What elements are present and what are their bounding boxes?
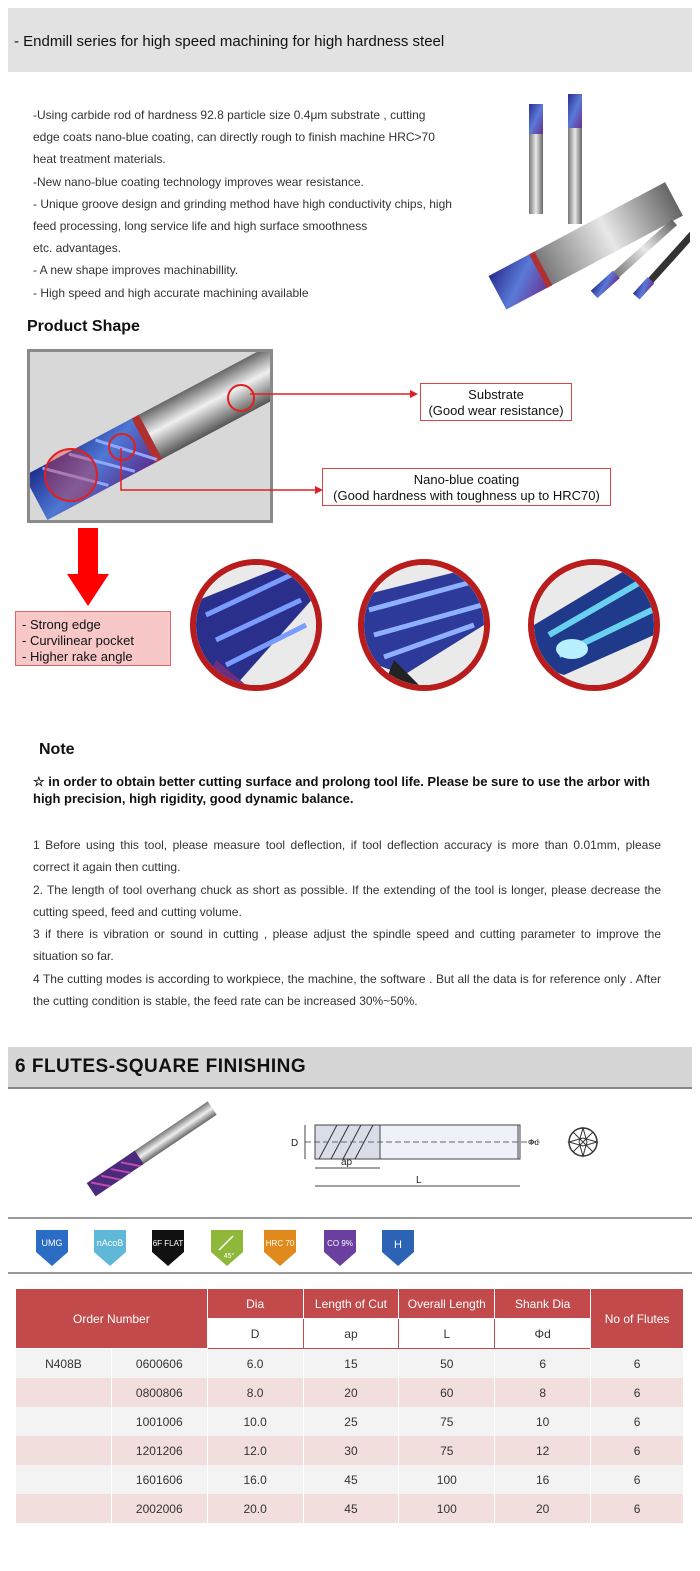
section-title: 6 FLUTES-SQUARE FINISHING (15, 1056, 307, 1077)
badge-label: HRC 70 (265, 1239, 295, 1248)
badge-label: CO 9% (327, 1239, 353, 1248)
cell-series (16, 1494, 112, 1523)
callout-substrate-title: Substrate (468, 387, 524, 402)
cell-flutes: 6 (591, 1436, 684, 1465)
feature-item: - Higher rake angle (22, 649, 133, 664)
intro-line: -Using carbide rod of hardness 92.8 particle size 0.4μm substrate , cutting (33, 108, 426, 122)
cell-loc: 15 (303, 1349, 399, 1379)
intro-line: heat treatment materials. (33, 152, 166, 167)
intro-line: etc. advantages. (33, 241, 122, 256)
umg-badge-icon (34, 1228, 70, 1266)
cell-dia: 20.0 (207, 1494, 303, 1523)
cell-oal: 100 (399, 1465, 495, 1494)
callout-substrate-desc: (Good wear resistance) (428, 403, 564, 418)
cell-flutes: 6 (591, 1378, 684, 1407)
note-item: 2. The length of tool overhang chuck as short as possible. If the extending of the tool is longer, please decrease the cutting speed, feed and cutting volume. (33, 882, 661, 919)
h-tolerance-badge-icon (380, 1228, 416, 1266)
intro-line: -New nano-blue coating technology improves wear resistance. (33, 174, 364, 189)
cell-shank: 20 (495, 1494, 591, 1523)
note-item: 1 Before using this tool, please measure tool deflection, if tool deflection accuracy is more than 0.01mm, please correct it again then cutting. (33, 838, 661, 875)
nacob-badge-icon (92, 1228, 128, 1266)
cell-code: 1601606 (111, 1465, 207, 1494)
zoom-rake-image (528, 559, 660, 691)
features-box (15, 611, 171, 666)
badge-label: UMG (41, 1238, 63, 1248)
cell-shank: 6 (495, 1349, 591, 1379)
cell-code: 1001006 (111, 1407, 207, 1436)
cell-oal: 100 (399, 1494, 495, 1523)
cross-section-icon (565, 1124, 601, 1160)
table-row (16, 1378, 684, 1407)
cell-code: 0800806 (111, 1378, 207, 1407)
cell-series: N408B (16, 1349, 112, 1379)
helix-badge-icon (209, 1228, 245, 1266)
badge-label: 45° (223, 1253, 235, 1260)
cell-code: 1201206 (111, 1436, 207, 1465)
callout-coating (322, 468, 611, 506)
cell-flutes: 6 (591, 1407, 684, 1436)
intro-line: - A new shape improves machinabillity. (33, 263, 239, 278)
table-row (16, 1465, 684, 1494)
cell-oal: 50 (399, 1349, 495, 1379)
product-shape-title: Product Shape (27, 318, 140, 335)
cell-flutes: 6 (591, 1465, 684, 1494)
cell-shank: 16 (495, 1465, 591, 1494)
cell-oal: 75 (399, 1407, 495, 1436)
table-row (16, 1494, 684, 1523)
subheader-shank: Φd (495, 1319, 591, 1349)
intro-line: - Unique groove design and grinding method have high conductivity chips, high (33, 196, 452, 211)
cell-flutes: 6 (591, 1494, 684, 1523)
note-list (33, 834, 661, 1012)
zoom-pocket-image (358, 559, 490, 691)
cell-flutes: 6 (591, 1349, 684, 1379)
dim-label-ap: ap (341, 1157, 353, 1168)
note-item: 3 if there is vibration or sound in cutting , please adjust the spindle speed and cutting parameter to improve the situation so far. (33, 927, 661, 964)
divider (8, 1217, 692, 1219)
cell-code: 2002006 (111, 1494, 207, 1523)
header-overall-length: Overall Length (399, 1289, 495, 1319)
badge-label: H (394, 1239, 402, 1251)
cell-loc: 45 (303, 1494, 399, 1523)
cell-oal: 75 (399, 1436, 495, 1465)
cell-series (16, 1407, 112, 1436)
cell-loc: 20 (303, 1378, 399, 1407)
intro-line: feed processing, long service life and high surface smoothness (33, 219, 368, 234)
callout-coating-title: Nano-blue coating (413, 472, 520, 487)
spec-table (15, 1288, 684, 1523)
endmill-product-photo (475, 92, 690, 317)
divider (8, 1272, 692, 1274)
header-no-of-flutes: No of Flutes (591, 1289, 684, 1349)
badge-label: nAcoB (96, 1238, 124, 1248)
cell-series (16, 1465, 112, 1494)
dim-label-l: L (416, 1175, 422, 1186)
cell-dia: 10.0 (207, 1407, 303, 1436)
subheader-loc: ap (303, 1319, 399, 1349)
zoom-edge-image (190, 559, 322, 691)
intro-line: - High speed and high accurate machining available (33, 285, 309, 300)
table-row (16, 1436, 684, 1465)
dim-label-shank: Φd (528, 1138, 539, 1147)
badge-label: 6F FLAT (152, 1239, 184, 1248)
callout-connectors (60, 380, 420, 530)
header-shank-dia: Shank Dia (495, 1289, 591, 1319)
hrc-badge-icon (262, 1228, 298, 1266)
cell-shank: 12 (495, 1436, 591, 1465)
cell-shank: 10 (495, 1407, 591, 1436)
header-order-number: Order Number (16, 1289, 208, 1349)
cell-dia: 16.0 (207, 1465, 303, 1494)
cobalt-badge-icon (322, 1228, 358, 1266)
cell-dia: 8.0 (207, 1378, 303, 1407)
intro-line: edge coats nano-blue coating, can directly rough to finish machine HRC>70 (33, 130, 435, 145)
note-star-text: ☆ in order to obtain better cutting surface and prolong tool life. Please be sure to use the arbor with high precision, high rigidity, good dynamic balance. (33, 774, 650, 806)
table-row (16, 1407, 684, 1436)
intro-text (33, 104, 473, 304)
flat-badge-icon (150, 1228, 186, 1266)
cell-loc: 45 (303, 1465, 399, 1494)
dim-label-d: D (291, 1138, 299, 1149)
cell-series (16, 1378, 112, 1407)
callout-substrate (420, 383, 572, 421)
cell-loc: 25 (303, 1407, 399, 1436)
page-title: - Endmill series for high speed machining for high hardness steel (14, 33, 445, 50)
cell-code: 0600606 (111, 1349, 207, 1379)
note-item: 4 The cutting modes is according to workpiece, the machine, the software . But all the data is for reference only . After the cutting condition is stable, the feed rate can be increased 30%~50%. (33, 971, 661, 1009)
cell-oal: 60 (399, 1378, 495, 1407)
feature-item: - Strong edge (22, 617, 101, 632)
subheader-oal: L (399, 1319, 495, 1349)
badge-row (34, 1228, 434, 1268)
table-row (16, 1349, 684, 1379)
subheader-dia: D (207, 1319, 303, 1349)
cell-loc: 30 (303, 1436, 399, 1465)
note-title: Note (39, 741, 75, 758)
cell-shank: 8 (495, 1378, 591, 1407)
callout-coating-desc: (Good hardness with toughness up to HRC70) (333, 488, 600, 503)
header-dia: Dia (207, 1289, 303, 1319)
header-length-of-cut: Length of Cut (303, 1289, 399, 1319)
endmill-6-flute-photo (75, 1100, 225, 1200)
cell-series (16, 1436, 112, 1465)
feature-item: - Curvilinear pocket (22, 633, 134, 648)
cell-dia: 12.0 (207, 1436, 303, 1465)
dimension-diagram (285, 1108, 555, 1196)
down-arrow-icon (67, 528, 109, 606)
cell-dia: 6.0 (207, 1349, 303, 1379)
